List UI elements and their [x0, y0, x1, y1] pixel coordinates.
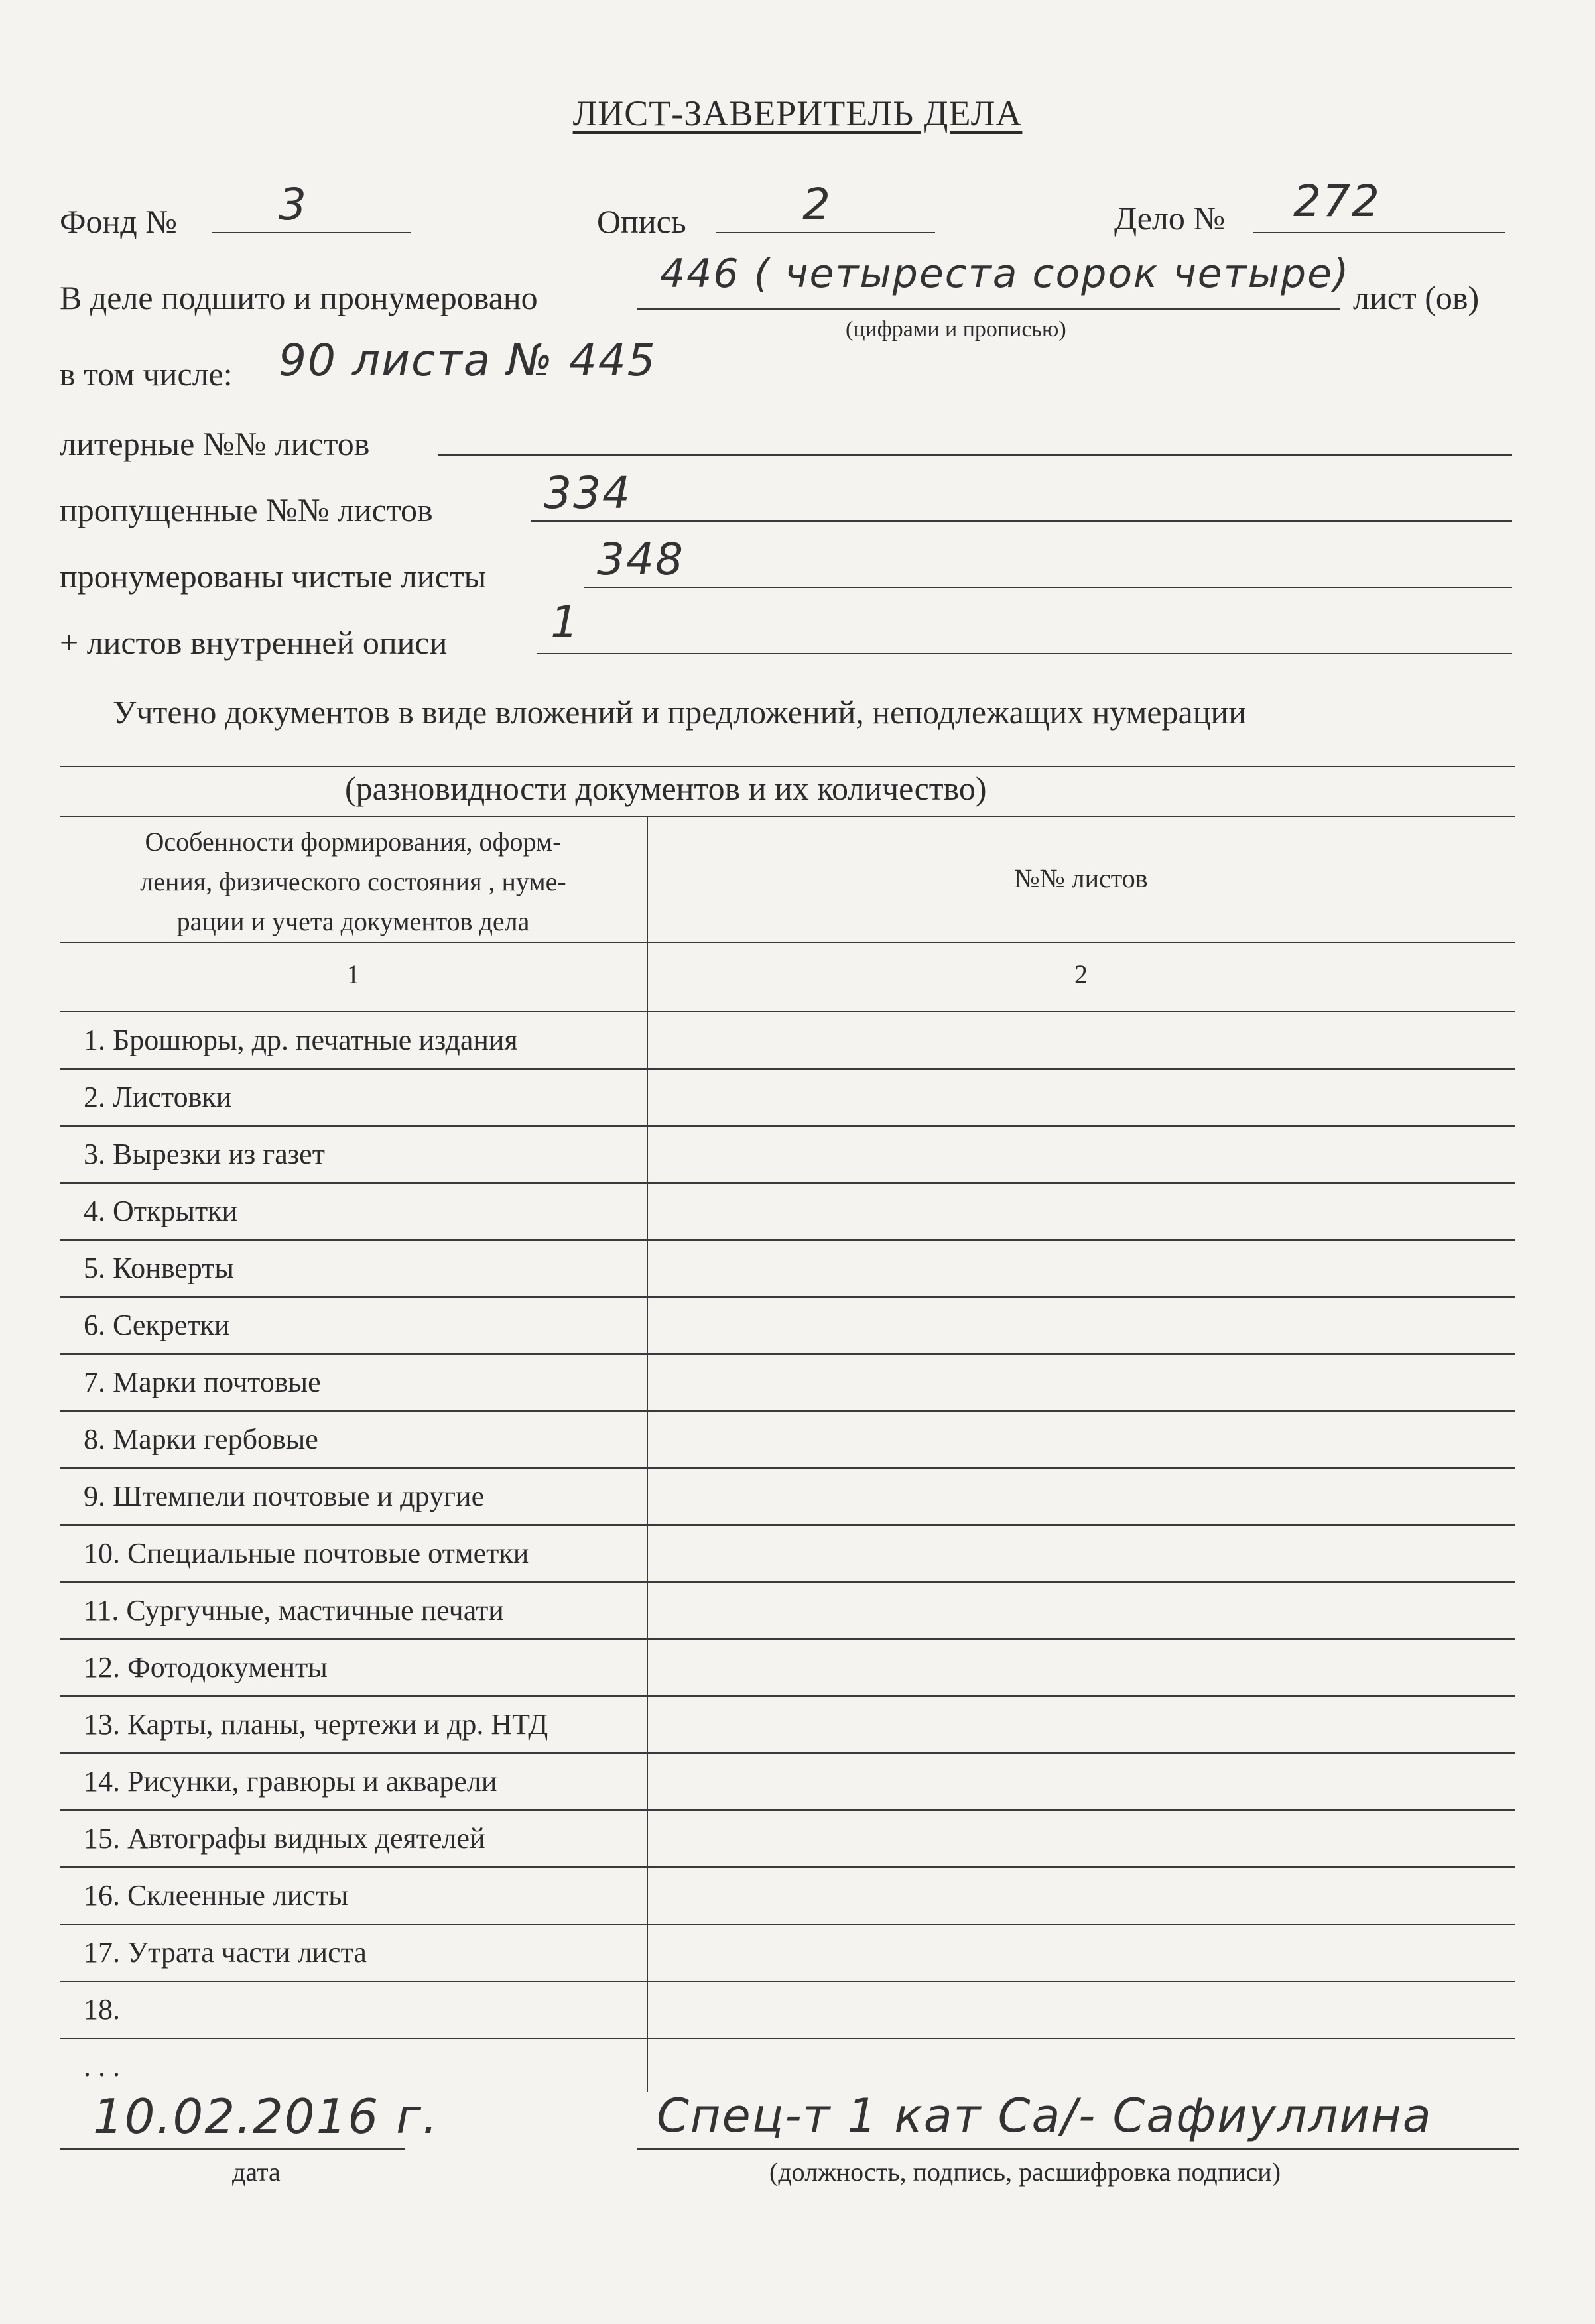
table-row-label: 4. Открытки	[84, 1195, 238, 1227]
table-row-sheets-cell	[648, 1752, 1515, 1809]
vnutrennie-line	[537, 653, 1512, 654]
table-row-sheets-cell	[648, 1296, 1515, 1353]
table-row-sheets-cell	[648, 1981, 1515, 2038]
delo-label: Дело №	[1114, 200, 1226, 237]
col1-number: 1	[346, 959, 360, 989]
table-row-label: 10. Специальные почтовые отметки	[84, 1537, 529, 1569]
col2-number: 2	[1074, 959, 1088, 989]
table-header-border	[60, 942, 1515, 943]
opis-value: 2	[802, 179, 832, 230]
chistye-value: 348	[597, 534, 684, 585]
liternye-line	[438, 454, 1512, 456]
table-row-sheets-cell	[648, 1239, 1515, 1296]
table-row-sheets-cell	[648, 1866, 1515, 1924]
podshito-value: 446 ( четыреста сорок четыре)	[660, 251, 1350, 297]
propushchennye-value: 334	[544, 467, 631, 519]
table-row-label: 8. Марки гербовые	[84, 1423, 318, 1455]
table-row-label: 2. Листовки	[84, 1081, 232, 1113]
table-row-sheets-cell	[648, 1353, 1515, 1410]
col1-header-line-1: Особенности формирования, оформ-	[145, 827, 562, 857]
opis-line	[716, 232, 935, 233]
table-row-sheets-cell	[648, 2038, 1515, 2095]
table-row-sheets-cell	[648, 1924, 1515, 1981]
date-label: дата	[232, 2157, 281, 2187]
table-row-label: 3. Вырезки из газет	[84, 1138, 325, 1170]
table-row-label: . . .	[84, 2050, 120, 2083]
table-row-label: 14. Рисунки, гравюры и акварели	[84, 1765, 497, 1798]
date-value: 10.02.2016 г.	[93, 2089, 439, 2144]
date-line	[60, 2148, 405, 2150]
fond-line	[212, 232, 411, 233]
table-row-sheets-cell	[648, 1182, 1515, 1239]
table-row-sheets-cell	[648, 1524, 1515, 1581]
table-row-sheets-cell	[648, 1467, 1515, 1524]
table-row-sheets-cell	[648, 1638, 1515, 1695]
col1-header	[60, 822, 647, 942]
opis-label: Опись	[597, 203, 686, 240]
table-row-label: 16. Склеенные листы	[84, 1879, 348, 1912]
table-row-sheets-cell	[648, 1809, 1515, 1866]
table-row-sheets-cell	[648, 1581, 1515, 1638]
delo-value: 272	[1293, 176, 1381, 227]
podshito-label: В деле подшито и пронумеровано	[60, 279, 538, 316]
table-top-border	[60, 816, 1515, 817]
podshito-line	[637, 308, 1340, 310]
delo-line	[1253, 232, 1505, 233]
podshito-hint: (цифрами и прописью)	[846, 317, 1066, 341]
col1-header-line-3: рации и учета документов дела	[176, 906, 530, 936]
table-row-label: 7. Марки почтовые	[84, 1366, 321, 1398]
raznovidnosti-text: (разновидности документов и их количество)	[345, 770, 987, 807]
table-row-label: 17. Утрата части листа	[84, 1936, 367, 1969]
ucheno-line	[60, 766, 1515, 767]
fond-value: 3	[279, 179, 308, 230]
propushchennye-label: пропущенные №№ листов	[60, 491, 433, 528]
table-row-sheets-cell	[648, 1410, 1515, 1467]
table-row-label: 9. Штемпели почтовые и другие	[84, 1480, 485, 1512]
vnutrennie-value: 1	[550, 597, 580, 648]
signature-value: Спец-т 1 кат Са/- Сафиуллина	[657, 2089, 1433, 2143]
table-row-label: 6. Секретки	[84, 1309, 230, 1341]
signature-line	[637, 2148, 1519, 2150]
table-row-sheets-cell	[648, 1068, 1515, 1125]
propushchennye-line	[531, 520, 1512, 522]
liternye-label: литерные №№ листов	[60, 425, 370, 462]
signature-label: (должность, подпись, расшифровка подписи)	[769, 2157, 1281, 2187]
ucheno-text: Учтено документов в виде вложений и предложений, неподлежащих нумерации	[113, 694, 1247, 731]
document-title: ЛИСТ-ЗАВЕРИТЕЛЬ ДЕЛА	[572, 93, 1023, 133]
table-row-sheets-cell	[648, 1125, 1515, 1182]
podshito-suffix: лист (ов)	[1353, 279, 1480, 316]
fond-label: Фонд №	[60, 203, 177, 240]
col2-header: №№ листов	[1014, 863, 1148, 893]
vtom-label: в том числе:	[60, 355, 233, 393]
vnutrennie-label: + листов внутренней описи	[60, 624, 448, 661]
table-row-label: 15. Автографы видных деятелей	[84, 1822, 485, 1855]
table-row-label: 13. Карты, планы, чертежи и др. НТД	[84, 1708, 548, 1741]
table-row-sheets-cell	[648, 1011, 1515, 1068]
table-row-label: 11. Сургучные, мастичные печати	[84, 1594, 504, 1626]
table-row-label: 12. Фотодокументы	[84, 1651, 328, 1683]
table-row-label: 1. Брошюры, др. печатные издания	[84, 1024, 518, 1056]
table-row-label: 5. Конверты	[84, 1252, 234, 1284]
vtom-value: 90 листа № 445	[279, 335, 657, 386]
chistye-label: пронумерованы чистые листы	[60, 558, 487, 595]
col1-header-line-2: ления, физического состояния , нуме-	[140, 867, 566, 896]
table-row-sheets-cell	[648, 1695, 1515, 1752]
chistye-line	[584, 587, 1512, 588]
table-row-label: 18.	[84, 1993, 120, 2026]
